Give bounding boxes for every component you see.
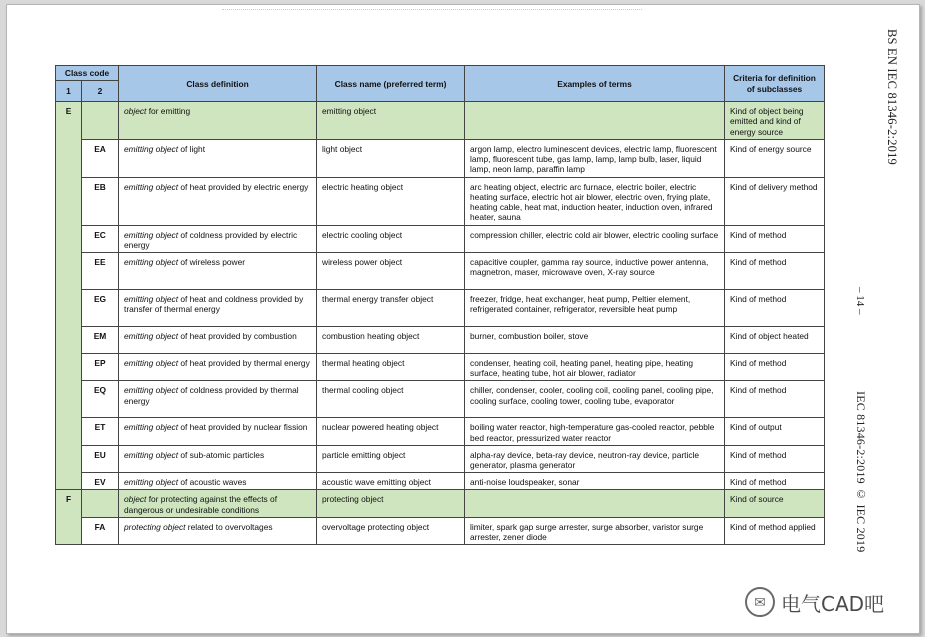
class-code-level2: EB — [82, 177, 119, 225]
side-page-number: – 14 – — [854, 287, 866, 315]
definition-text: related to overvoltages — [185, 521, 273, 532]
header-class-code: Class code — [56, 66, 119, 81]
class-code-level2: EU — [82, 445, 119, 472]
class-name: thermal energy transfer object — [317, 290, 465, 327]
definition-term: protecting object — [124, 521, 186, 532]
class-sub-row — [56, 225, 825, 252]
class-definition — [119, 225, 317, 252]
definition-term: object — [124, 494, 147, 505]
header-criteria: Criteria for definition of subclasses — [725, 66, 825, 102]
class-code-table — [55, 65, 825, 545]
class-definition — [119, 177, 317, 225]
criteria-for-subclasses: Kind of method — [725, 445, 825, 472]
class-definition — [119, 253, 317, 290]
examples-of-terms: freezer, fridge, heat exchanger, heat pump, Peltier element, refrigerated container, refrigerator, reversible heat pump — [465, 290, 725, 327]
class-definition — [119, 354, 317, 381]
criteria-for-subclasses: Kind of object heated — [725, 327, 825, 354]
class-name: particle emitting object — [317, 445, 465, 472]
criteria-for-subclasses: Kind of energy source — [725, 139, 825, 177]
class-name: thermal heating object — [317, 354, 465, 381]
definition-text: for emitting — [146, 106, 191, 117]
class-name: wireless power object — [317, 253, 465, 290]
class-definition — [119, 418, 317, 445]
document-page — [6, 4, 920, 634]
class-definition — [119, 490, 317, 517]
class-sub-row — [56, 418, 825, 445]
criteria-for-subclasses: Kind of method — [725, 225, 825, 252]
class-definition — [119, 139, 317, 177]
definition-text: of heat provided by combustion — [178, 331, 297, 342]
class-code-level2: EP — [82, 354, 119, 381]
class-definition — [119, 102, 317, 140]
class-sub-row — [56, 517, 825, 544]
wechat-icon: ✉ — [745, 587, 775, 617]
definition-term: object — [124, 106, 147, 117]
definition-term: emitting object — [124, 449, 179, 460]
criteria-for-subclasses: Kind of method — [725, 253, 825, 290]
definition-term: emitting object — [124, 385, 179, 396]
criteria-for-subclasses: Kind of object being emitted and kind of energy source — [725, 102, 825, 140]
examples-of-terms: arc heating object, electric arc furnace, electric boiler, electric heating surface, electric hot air blower, electric oven, frying plate, heating cable, heat mat, induction heater, induction oven, infrared heater, sauna — [465, 177, 725, 225]
watermark-text: 电气CAD吧 — [781, 591, 885, 616]
definition-term: emitting object — [124, 257, 179, 268]
class-code-level2: EQ — [82, 381, 119, 418]
class-name: overvoltage protecting object — [317, 517, 465, 544]
criteria-for-subclasses: Kind of method — [725, 354, 825, 381]
class-name: thermal cooling object — [317, 381, 465, 418]
class-name: electric heating object — [317, 177, 465, 225]
class-code-level2: EC — [82, 225, 119, 252]
header-class-definition: Class definition — [119, 66, 317, 102]
class-definition — [119, 381, 317, 418]
definition-text: of wireless power — [178, 257, 246, 268]
class-name: combustion heating object — [317, 327, 465, 354]
definition-text: of heat and coldness provided by transfer of thermal energy — [124, 294, 304, 315]
examples-of-terms: alpha-ray device, beta-ray device, neutron-ray device, particle generator, plasma generator — [465, 445, 725, 472]
class-code-level2: EG — [82, 290, 119, 327]
class-sub-row — [56, 354, 825, 381]
class-sub-row — [56, 290, 825, 327]
examples-of-terms: chiller, condenser, cooler, cooling coil, cooling panel, cooling pipe, cooling surface, cooling tower, cooling tube, evaporator — [465, 381, 725, 418]
header-examples: Examples of terms — [465, 66, 725, 102]
definition-term: emitting object — [124, 143, 179, 154]
class-definition — [119, 445, 317, 472]
class-sub-row — [56, 327, 825, 354]
criteria-for-subclasses: Kind of delivery method — [725, 177, 825, 225]
top-divider — [222, 9, 642, 11]
class-code-level1: F — [56, 490, 82, 545]
examples-of-terms: argon lamp, electro luminescent devices, electric lamp, fluorescent lamp, fluorescent tube, gas lamp, lamp, lamp bulb, laser, liquid lamp, neon lamp, paraffin lamp — [465, 139, 725, 177]
definition-term: emitting object — [124, 229, 179, 240]
definition-text: of coldness provided by thermal energy — [124, 385, 299, 406]
definition-text: of heat provided by electric energy — [178, 181, 309, 192]
header-class-name: Class name (preferred term) — [317, 66, 465, 102]
header-col-1: 1 — [56, 81, 82, 102]
class-main-row — [56, 102, 825, 140]
class-definition — [119, 473, 317, 490]
definition-text: of acoustic waves — [178, 477, 247, 488]
class-code-level2: EA — [82, 139, 119, 177]
criteria-for-subclasses: Kind of method — [725, 381, 825, 418]
examples-of-terms: condenser, heating coil, heating panel, heating pipe, heating surface, heating tube, hot air blower, radiator — [465, 354, 725, 381]
class-code-level2: EM — [82, 327, 119, 354]
class-name: nuclear powered heating object — [317, 418, 465, 445]
examples-of-terms: compression chiller, electric cold air blower, electric cooling surface — [465, 225, 725, 252]
class-code-level2: EE — [82, 253, 119, 290]
class-code-level1: E — [56, 102, 82, 490]
class-code-level2: ET — [82, 418, 119, 445]
class-sub-row — [56, 473, 825, 490]
definition-term: emitting object — [124, 422, 179, 433]
class-sub-row — [56, 381, 825, 418]
class-sub-row — [56, 177, 825, 225]
definition-term: emitting object — [124, 477, 179, 488]
class-sub-row — [56, 253, 825, 290]
examples-of-terms: burner, combustion boiler, stove — [465, 327, 725, 354]
definition-term: emitting object — [124, 181, 179, 192]
examples-of-terms: boiling water reactor, high-temperature gas-cooled reactor, pebble bed reactor, pressurized water reactor — [465, 418, 725, 445]
definition-text: of heat provided by nuclear fission — [178, 422, 308, 433]
criteria-for-subclasses: Kind of method — [725, 290, 825, 327]
examples-of-terms — [465, 102, 725, 140]
class-name: acoustic wave emitting object — [317, 473, 465, 490]
class-name: emitting object — [317, 102, 465, 140]
class-code-level2: EV — [82, 473, 119, 490]
class-definition — [119, 290, 317, 327]
criteria-for-subclasses: Kind of method applied — [725, 517, 825, 544]
class-code-level2 — [82, 102, 119, 140]
definition-term: emitting object — [124, 294, 179, 305]
criteria-for-subclasses: Kind of source — [725, 490, 825, 517]
examples-of-terms — [465, 490, 725, 517]
definition-text: of light — [178, 143, 206, 154]
definition-term: emitting object — [124, 358, 179, 369]
side-standard-label: BS EN IEC 81346-2:2019 — [885, 29, 899, 165]
class-sub-row — [56, 139, 825, 177]
definition-text: of coldness provided by electric energy — [124, 229, 298, 250]
class-name: electric cooling object — [317, 225, 465, 252]
criteria-for-subclasses: Kind of method — [725, 473, 825, 490]
examples-of-terms: capacitive coupler, gamma ray source, inductive power antenna, magnetron, maser, microwave oven, X-ray source — [465, 253, 725, 290]
class-code-level2: FA — [82, 517, 119, 544]
class-name: protecting object — [317, 490, 465, 517]
definition-text: of sub-atomic particles — [178, 449, 265, 460]
side-copyright-label: IEC 81346-2:2019 © IEC 2019 — [854, 391, 868, 553]
definition-term: emitting object — [124, 331, 179, 342]
class-name: light object — [317, 139, 465, 177]
examples-of-terms: anti-noise loudspeaker, sonar — [465, 473, 725, 490]
class-definition — [119, 327, 317, 354]
class-main-row — [56, 490, 825, 517]
criteria-for-subclasses: Kind of output — [725, 418, 825, 445]
class-sub-row — [56, 445, 825, 472]
examples-of-terms: limiter, spark gap surge arrester, surge absorber, varistor surge arrester, zener diode — [465, 517, 725, 544]
class-definition — [119, 517, 317, 544]
definition-text: of heat provided by thermal energy — [178, 358, 310, 369]
definition-text: for protecting against the effects of dangerous or undesirable conditions — [124, 494, 278, 515]
class-code-level2 — [82, 490, 119, 517]
watermark — [745, 587, 884, 617]
header-col-2: 2 — [82, 81, 119, 102]
